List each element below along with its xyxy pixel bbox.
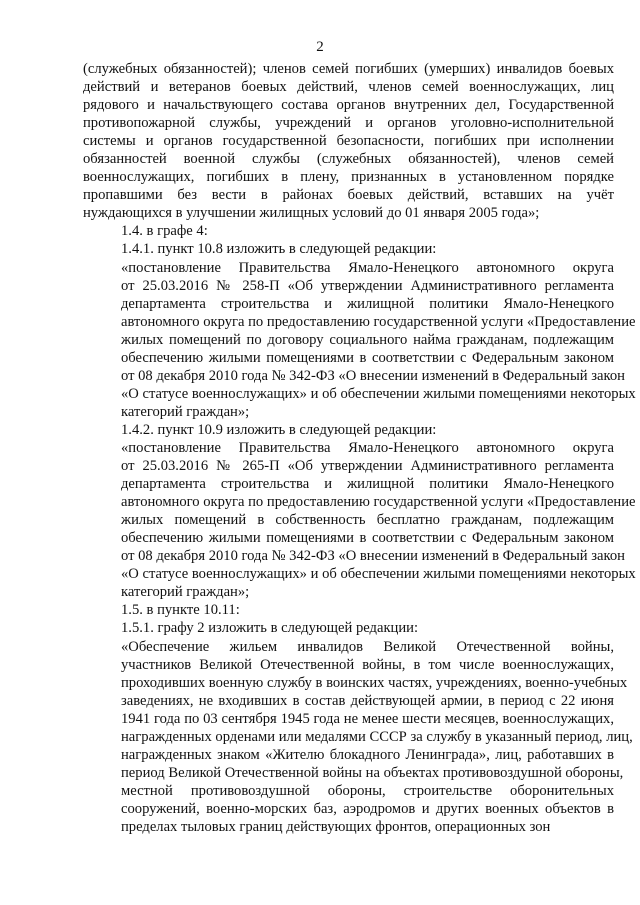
text-line: военнослужащих, погибших в плену, признанных в установленном порядке <box>83 169 614 186</box>
text-line: от 08 декабря 2010 года № 342-ФЗ «О внесении изменений в Федеральный закон <box>121 367 625 384</box>
text-line: проходивших военную службу в воинских частях, учреждениях, военно-учебных <box>121 674 628 691</box>
text-line: «постановление Правительства Ямало-Ненецкого автономного округа <box>121 439 614 456</box>
text-line: участников Великой Отечественной войны, в том числе военнослужащих, <box>121 656 614 673</box>
text-line: пропавшими без вести в районах боевых действий, вставших на учёт <box>83 187 614 204</box>
text-line: «Обеспечение жильем инвалидов Великой Отечественной войны, <box>121 638 614 655</box>
paragraph <box>83 60 614 222</box>
text-line: награжденных знаком «Жителю блокадного Ленинграда», лиц, работавших в <box>121 746 614 763</box>
text-line: рядового и начальствующего состава органов внутренних дел, Государственной <box>83 97 614 114</box>
text-line: 1.4. в графе 4: <box>121 223 208 240</box>
text-line: обеспечению жилыми помещениями в соответствии с Федеральным законом <box>121 349 614 366</box>
text-line: автономного округа по предоставлению государственной услуги «Предоставление <box>121 313 636 330</box>
text-line: действий и ветеранов боевых действий, членов семей военнослужащих, лиц <box>83 79 614 96</box>
paragraph <box>83 619 614 637</box>
page-number: 2 <box>316 39 324 55</box>
text-line: «постановление Правительства Ямало-Ненецкого автономного округа <box>121 259 614 276</box>
text-line: от 25.03.2016 № 258-П «Об утверждении Административного регламента <box>121 277 614 294</box>
text-line: обеспечению жилыми помещениями в соответствии с Федеральным законом <box>121 530 614 547</box>
text-line: от 08 декабря 2010 года № 342-ФЗ «О внесении изменений в Федеральный закон <box>121 548 625 565</box>
paragraph <box>83 222 614 240</box>
document-body <box>83 60 636 836</box>
text-line: местной противовоздушной обороны, строительстве оборонительных <box>121 782 614 799</box>
text-line: категорий граждан»; <box>121 584 250 601</box>
paragraph <box>83 439 636 601</box>
text-line: 1.4.1. пункт 10.8 изложить в следующей редакции: <box>121 241 437 258</box>
text-line: 1.5. в пункте 10.11: <box>121 602 240 619</box>
paragraph <box>83 638 633 837</box>
text-line: 1.5.1. графу 2 изложить в следующей редакции: <box>121 620 419 637</box>
paragraph <box>83 259 636 421</box>
text-line: «О статусе военнослужащих» и об обеспечении жилыми помещениями некоторых <box>121 566 636 583</box>
text-line: департамента строительства и жилищной политики Ямало-Ненецкого <box>121 295 614 312</box>
text-line: жилых помещений по договору социального найма гражданам, подлежащим <box>121 331 614 348</box>
text-line: награжденных орденами или медалями СССР за службу в указанный период, лиц, <box>121 728 633 745</box>
text-line: нуждающихся в улучшении жилищных условий до 01 января 2005 года»; <box>83 205 540 222</box>
text-line: сооружений, военно-морских баз, аэродромов и других военных объектов в <box>121 800 614 817</box>
text-line: обязанностей военной службы (служебных обязанностей), членов семей <box>83 151 614 168</box>
text-line: автономного округа по предоставлению государственной услуги «Предоставление <box>121 494 636 511</box>
text-line: жилых помещений в собственность бесплатно гражданам, подлежащим <box>121 512 614 529</box>
paragraph <box>83 601 614 619</box>
text-line: системы и органов государственной безопасности, погибших при исполнении <box>83 133 614 150</box>
text-line: противопожарной службы, учреждений и органов уголовно-исполнительной <box>83 115 614 132</box>
text-line: от 25.03.2016 № 265-П «Об утверждении Административного регламента <box>121 458 614 475</box>
text-line: 1.4.2. пункт 10.9 изложить в следующей редакции: <box>121 421 437 438</box>
text-line: пределах тыловых границ действующих фронтов, операционных зон <box>121 818 551 835</box>
text-line: 1941 года по 03 сентября 1945 года не менее шести месяцев, военнослужащих, <box>121 710 614 727</box>
paragraph <box>83 421 614 439</box>
text-line: категорий граждан»; <box>121 403 250 420</box>
text-line: заведениях, не входивших в состав действующей армии, в период с 22 июня <box>121 692 614 709</box>
paragraph <box>83 240 614 258</box>
text-line: департамента строительства и жилищной политики Ямало-Ненецкого <box>121 476 614 493</box>
text-line: «О статусе военнослужащих» и об обеспечении жилыми помещениями некоторых <box>121 385 636 402</box>
text-line: период Великой Отечественной войны на объектах противовоздушной обороны, <box>121 764 624 781</box>
text-line: (служебных обязанностей); членов семей погибших (умерших) инвалидов боевых <box>83 61 614 77</box>
